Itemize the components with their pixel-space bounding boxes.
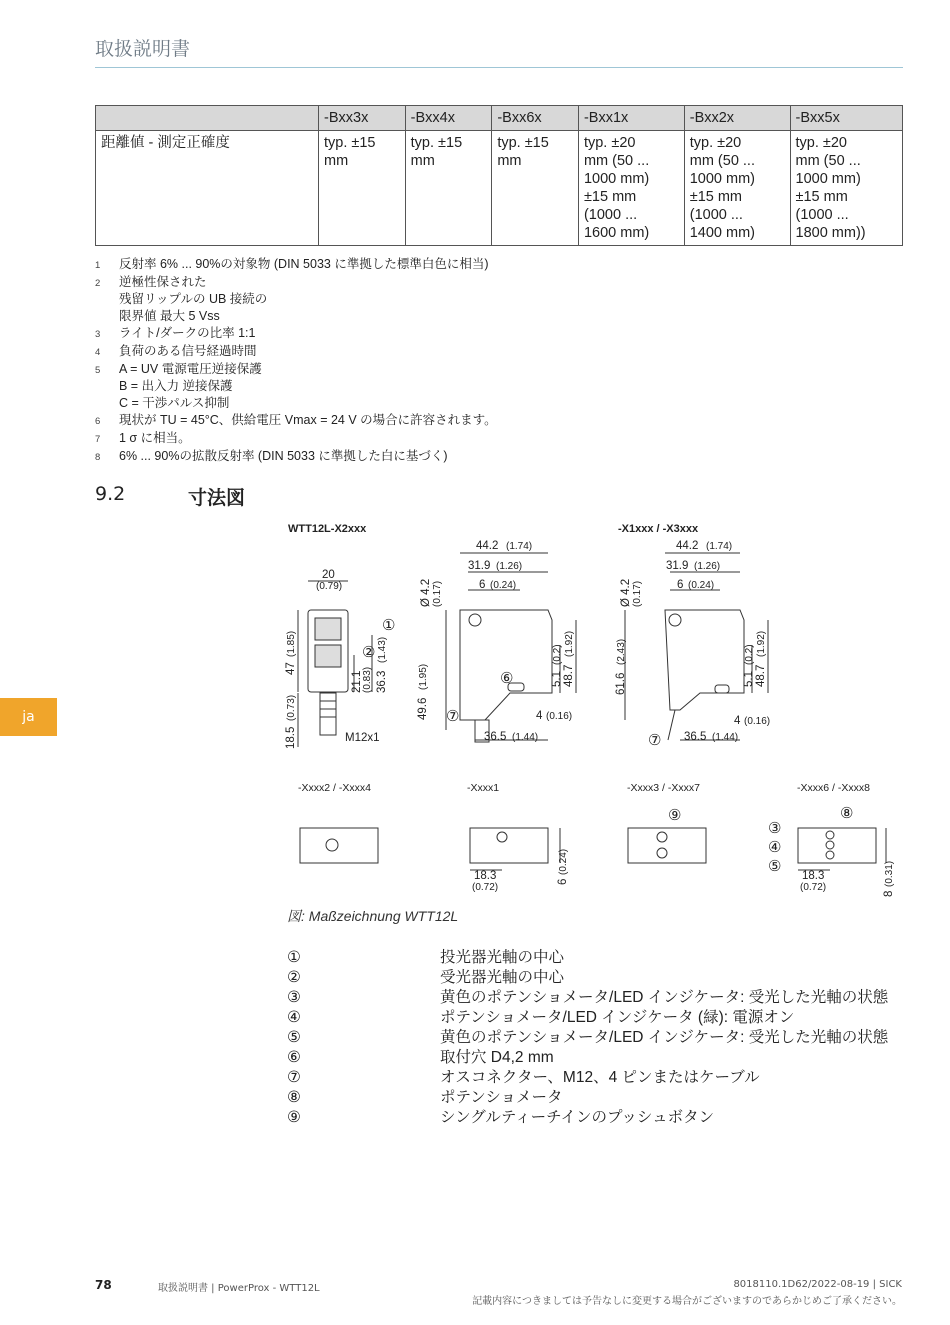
dim-6-in: (0.24): [490, 580, 517, 591]
marker-5: ⑤: [768, 858, 782, 875]
legend-marker: ⑤: [287, 1029, 301, 1046]
footnote-item: [95, 361, 497, 412]
marker-7-r: ⑦: [648, 732, 662, 749]
legend-desc: 黄色のポテンショメータ/LED インジケータ: 受光した光軸の状態: [440, 1029, 889, 1046]
legend-desc: 黄色のポテンショメータ/LED インジケータ: 受光した光軸の状態: [440, 989, 889, 1006]
dim-5: 5.1: [551, 671, 563, 687]
dim-20-in: (0.79): [316, 581, 343, 592]
language-tab: ja: [0, 698, 57, 736]
dim-18-3-r-in: (0.72): [800, 882, 827, 893]
footnote-text: 6% ... 90%の拡散反射率 (DIN 5033 に準拠した白に基づく): [119, 449, 448, 463]
legend-marker: ⑦: [287, 1069, 301, 1086]
dim-61: 61.6: [615, 672, 627, 695]
legend-marker: ②: [287, 969, 301, 986]
footnote-text: 現状が TU = 45°C、供給電圧 Vmax = 24 V の場合に許容されます。: [119, 413, 497, 427]
header-title: 取扱説明書: [95, 38, 191, 60]
dim-6: 6: [479, 579, 486, 591]
dim-d4-2-r: Ø 4.2: [620, 578, 632, 607]
table-header-cell: -Bxx4x: [405, 106, 492, 131]
table-header-cell: -Bxx3x: [319, 106, 406, 131]
marker-7: ⑦: [446, 708, 460, 725]
dim-5-r: 5.1: [743, 671, 755, 687]
legend-item: [287, 948, 902, 968]
legend-desc: 取付穴 D4,2 mm: [440, 1049, 554, 1066]
variant-label: -Xxxx1: [467, 782, 500, 794]
sensor-front-window: [315, 645, 341, 667]
dim-8-in: (0.31): [884, 860, 895, 887]
dim-48: 48.7: [563, 664, 575, 687]
figure-caption: 図: Maßzeichnung WTT12L: [287, 908, 459, 924]
footnote-item: [95, 274, 497, 325]
dim-49-in: (1.95): [418, 663, 429, 690]
legend-marker: ④: [287, 1009, 301, 1026]
drawing-label-right: -X1xxx / -X3xxx: [618, 523, 699, 535]
dim-18-3-in: (0.72): [472, 882, 499, 893]
marker-1: ①: [382, 617, 396, 634]
legend-desc: シングルティーチインのプッシュボタン: [440, 1109, 715, 1126]
dim-49: 49.6: [417, 697, 429, 720]
dim-4-r: 4: [734, 715, 741, 727]
dim-21-in: (0.83): [362, 666, 373, 693]
dim-4-in: (0.16): [546, 711, 573, 722]
table-header-cell: -Bxx5x: [790, 106, 903, 131]
legend-desc: ポテンショメータ: [440, 1089, 563, 1106]
legend-marker: ①: [287, 949, 301, 966]
dim-31-in: (1.26): [496, 561, 523, 572]
dim-18-5: 18.5: [285, 726, 297, 749]
dim-d4-2-in: (0.17): [432, 580, 443, 607]
table-header-cell: -Bxx2x: [684, 106, 790, 131]
dim-44-in: (1.74): [506, 541, 533, 552]
dim-36-5-in: (1.44): [512, 732, 539, 743]
legend-item: [287, 1108, 902, 1128]
dim-47-in: (1.85): [286, 630, 297, 657]
footnote-item: [95, 430, 497, 448]
dim-18-3: 18.3: [474, 870, 497, 882]
table-header-cell: [96, 106, 319, 131]
legend-item: [287, 988, 902, 1008]
marker-2: ②: [362, 644, 376, 661]
table-header-row: [96, 106, 903, 131]
footnote-text: 負荷のある信号経過時間: [119, 344, 257, 358]
top-view-body: [300, 828, 378, 863]
sensor-side-body-cable: [665, 610, 744, 710]
sensor-front-window: [315, 618, 341, 640]
dim-d4-2: Ø 4.2: [420, 578, 432, 607]
footnote-text: 1 σ に相当。: [119, 431, 191, 445]
row-label: 距離値 - 測定正確度: [96, 131, 319, 246]
dim-5-in: (0.2): [552, 644, 563, 665]
legend-item: [287, 968, 902, 988]
dim-31-r: 31.9: [666, 560, 689, 572]
footnote-item: [95, 412, 497, 430]
dim-36: 36.3: [376, 670, 388, 693]
cable: [668, 710, 675, 740]
legend-marker: ⑨: [287, 1109, 301, 1126]
legend-desc: 受光器光軸の中心: [440, 969, 565, 986]
table-cell: typ. ±20 mm (50 ... 1000 mm) ±15 mm (1000 ... 1800 mm)): [790, 131, 903, 246]
dim-44: 44.2: [476, 540, 499, 552]
table-row: [96, 131, 903, 246]
footnote-text: 逆極性保された 残留リップルの UB 接続の 限界値 最大 5 Vss: [119, 275, 268, 323]
marker-9: ⑨: [668, 807, 682, 824]
legend-desc: オスコネクター、M12、4 ピンまたはケーブル: [440, 1069, 760, 1086]
footnote-number: 1: [95, 260, 101, 271]
dim-m12: M12x1: [345, 732, 380, 744]
footnotes: [95, 256, 497, 466]
dim-61-in: (2.43): [616, 638, 627, 665]
section-number: 9.2: [95, 483, 126, 505]
footnote-number: 2: [95, 278, 101, 289]
footnote-number: 5: [95, 365, 101, 376]
marker-3: ③: [768, 820, 782, 837]
header-divider: [95, 67, 903, 68]
legend-item: [287, 1008, 902, 1028]
marker-4: ④: [768, 839, 782, 856]
variant-label: -Xxxx6 / -Xxxx8: [797, 782, 870, 794]
spec-table: [95, 105, 903, 246]
dim-18-5-in: (0.73): [286, 694, 297, 721]
footnote-text: 反射率 6% ... 90%の対象物 (DIN 5033 に準拠した標準白色に相当): [119, 257, 489, 271]
legend-item: [287, 1068, 902, 1088]
top-view-body: [628, 828, 706, 863]
footnote-item: [95, 325, 497, 343]
legend-item: [287, 1088, 902, 1108]
legend-marker: ⑥: [287, 1049, 301, 1066]
table-cell: typ. ±15 mm: [492, 131, 579, 246]
table-header-cell: -Bxx6x: [492, 106, 579, 131]
page-number: 78: [95, 1278, 112, 1292]
dimension-drawing: [270, 515, 910, 910]
legend-desc: ポテンショメータ/LED インジケータ (緑): 電源オン: [440, 1009, 795, 1026]
dim-6-top-in: (0.24): [558, 848, 569, 875]
dim-6-r: 6: [677, 579, 684, 591]
dim-4: 4: [536, 710, 543, 722]
footnote-text: ライト/ダークの比率 1:1: [119, 326, 256, 340]
dim-48-r-in: (1.92): [756, 630, 767, 657]
footer-notice: 記載内容につきましては予告なしに変更する場合がございますのであらかじめご了承ください。: [472, 1296, 902, 1307]
footnote-item: [95, 343, 497, 361]
dim-36-5: 36.5: [484, 731, 507, 743]
dim-5-r-in: (0.2): [744, 644, 755, 665]
legend-item: [287, 1028, 902, 1048]
table-cell: typ. ±20 mm (50 ... 1000 mm) ±15 mm (1000 ... 1600 mm): [578, 131, 684, 246]
dim-6-top: 6: [557, 878, 569, 885]
mount-hole: [469, 614, 481, 626]
dim-36-5-r-in: (1.44): [712, 732, 739, 743]
dim-20: 20: [322, 569, 335, 581]
legend-marker: ⑧: [287, 1089, 301, 1106]
footnote-number: 6: [95, 416, 101, 427]
top-view-body: [470, 828, 548, 863]
section-title: 寸法図: [188, 487, 246, 509]
mount-hole: [669, 614, 681, 626]
footnote-item: [95, 256, 497, 274]
legend-marker: ③: [287, 989, 301, 1006]
footnote-text: A = UV 電源電圧逆接保護 B = 出入力 逆接保護 C = 干渉パルス抑制: [119, 362, 262, 410]
dim-47: 47: [285, 662, 297, 675]
dim-8: 8: [883, 890, 895, 897]
dim-31: 31.9: [468, 560, 491, 572]
footer-doc-ref: 8018110.1D62/2022-08-19 | SICK: [733, 1279, 902, 1290]
footnote-number: 7: [95, 434, 101, 445]
table-header-cell: -Bxx1x: [578, 106, 684, 131]
top-view-body: [798, 828, 876, 863]
dim-21: 21.1: [351, 670, 363, 693]
sensor-side-body: [460, 610, 552, 720]
dim-18-3-r: 18.3: [802, 870, 825, 882]
marker-8: ⑧: [840, 805, 854, 822]
footnote-number: 3: [95, 329, 101, 340]
dim-36-5-r: 36.5: [684, 731, 707, 743]
legend-list: [287, 948, 902, 1128]
dim-d4-2-r-in: (0.17): [632, 580, 643, 607]
dim-4-r-in: (0.16): [744, 716, 771, 727]
footnote-number: 4: [95, 347, 101, 358]
dim-36-in: (1.43): [377, 636, 388, 663]
legend-item: [287, 1048, 902, 1068]
dim-6-r-in: (0.24): [688, 580, 715, 591]
table-cell: typ. ±15 mm: [319, 131, 406, 246]
variant-label: -Xxxx2 / -Xxxx4: [298, 782, 371, 794]
legend-desc: 投光器光軸の中心: [440, 949, 565, 966]
dim-44-r-in: (1.74): [706, 541, 733, 552]
table-cell: typ. ±15 mm: [405, 131, 492, 246]
footnote-item: [95, 448, 497, 466]
footer-doc-title: 取扱説明書 | PowerProx - WTT12L: [158, 1283, 320, 1294]
dim-48-r: 48.7: [755, 664, 767, 687]
dim-31-r-in: (1.26): [694, 561, 721, 572]
dim-44-r: 44.2: [676, 540, 699, 552]
marker-6: ⑥: [500, 670, 514, 687]
drawing-label-left: WTT12L-X2xxx: [288, 523, 367, 535]
variant-label: -Xxxx3 / -Xxxx7: [627, 782, 700, 794]
footnote-number: 8: [95, 452, 101, 463]
table-cell: typ. ±20 mm (50 ... 1000 mm) ±15 mm (1000 ... 1400 mm): [684, 131, 790, 246]
connector-front: [320, 693, 336, 735]
dim-48-in: (1.92): [564, 630, 575, 657]
led-window: [715, 685, 729, 693]
